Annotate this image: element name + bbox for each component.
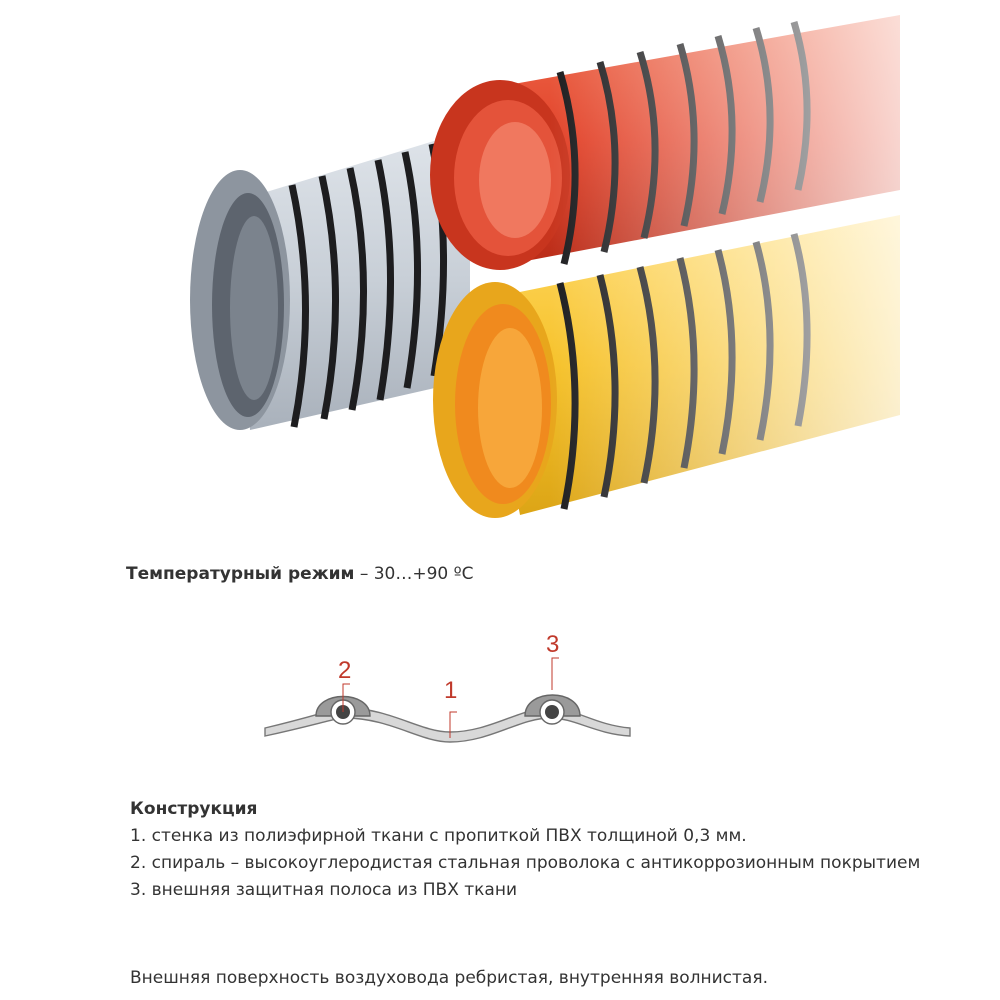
label-3: 3 [546, 631, 560, 658]
temperature-label: Температурный режим [126, 564, 355, 584]
label-2: 2 [338, 657, 352, 684]
construction-list [130, 823, 930, 904]
construction-item-1: 1. стенка из полиэфирной ткани с пропиткой ПВХ толщиной 0,3 мм. [130, 826, 747, 846]
construction-item-2: 2. спираль – высокоуглеродистая стальная проволока с антикоррозионным покрытием [130, 853, 921, 873]
temperature-value: – 30…+90 ºC [354, 564, 474, 584]
construction-title: Конструкция [130, 799, 258, 819]
label-1: 1 [444, 677, 458, 704]
construction-item-3: 3. внешняя защитная полоса из ПВХ ткани [130, 880, 518, 900]
construction-section [130, 796, 930, 904]
temperature-line [126, 564, 474, 584]
surface-note: Внешняя поверхность воздуховода ребристая, внутренняя волнистая. [130, 968, 768, 988]
cross-section-diagram [250, 620, 650, 760]
